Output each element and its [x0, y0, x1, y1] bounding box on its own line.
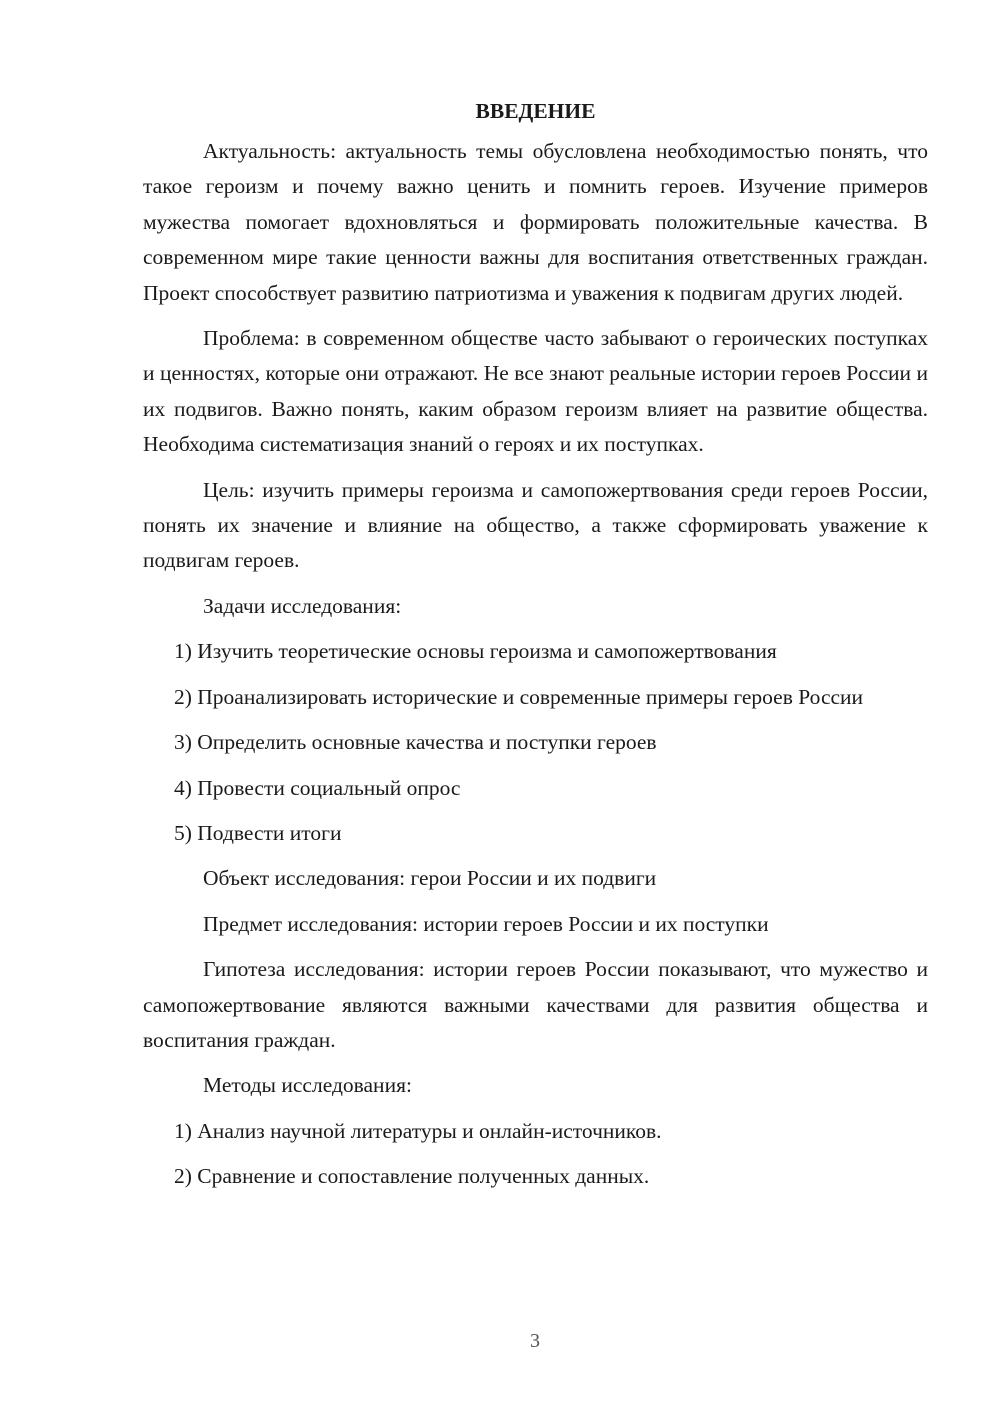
tasks-heading: Задачи исследования:: [203, 593, 402, 618]
research-subject: Предмет исследования: истории героев России и их поступки: [203, 911, 769, 936]
method-item-2: 2) Сравнение и сопоставление полученных данных.: [174, 1164, 650, 1189]
task-item-4: 4) Провести социальный опрос: [174, 775, 461, 800]
task-item-3: 3) Определить основные качества и поступки героев: [174, 730, 657, 755]
hypothesis-paragraph: Гипотеза исследования: истории героев России показывают, что мужество и самопожертвование являются важными качествами для развития общества и воспитания граждан.: [143, 957, 928, 1052]
method-item-1: 1) Анализ научной литературы и онлайн-источников.: [174, 1118, 662, 1143]
page-title: ВВЕДЕНИЕ: [475, 99, 596, 123]
research-object: Объект исследования: герои России и их подвиги: [203, 866, 657, 891]
task-item-1: 1) Изучить теоретические основы героизма и самопожертвования: [174, 639, 777, 664]
task-item-2: 2) Проанализировать исторические и современные примеры героев России: [174, 684, 864, 709]
task-item-5: 5) Подвести итоги: [174, 820, 342, 845]
problem-paragraph: Проблема: в современном обществе часто забывают о героических поступках и ценностях, которые они отражают. Не все знают реальные истории героев России и их подвигов. Важно понять, каким образом героизм влияет на развитие общества. Необходима систематизация знаний о героях и их поступках.: [143, 326, 928, 457]
goal-paragraph: Цель: изучить примеры героизма и самопожертвования среди героев России, понять их значение и влияние на общество, а также сформировать уважение к подвигам героев.: [143, 477, 928, 573]
methods-heading: Методы исследования:: [203, 1073, 412, 1098]
page-number: 3: [530, 1330, 540, 1352]
relevance-paragraph: Актуальность: актуальность темы обусловлена необходимостью понять, что такое героизм и почему важно ценить и помнить героев. Изучение примеров мужества помогает вдохновляться и формировать положительные качества. В современном мире такие ценности важны для воспитания ответственных граждан. Проект способствует развитию патриотизма и уважения к подвигам других людей.: [143, 139, 928, 305]
page-content: [143, 96, 928, 1205]
